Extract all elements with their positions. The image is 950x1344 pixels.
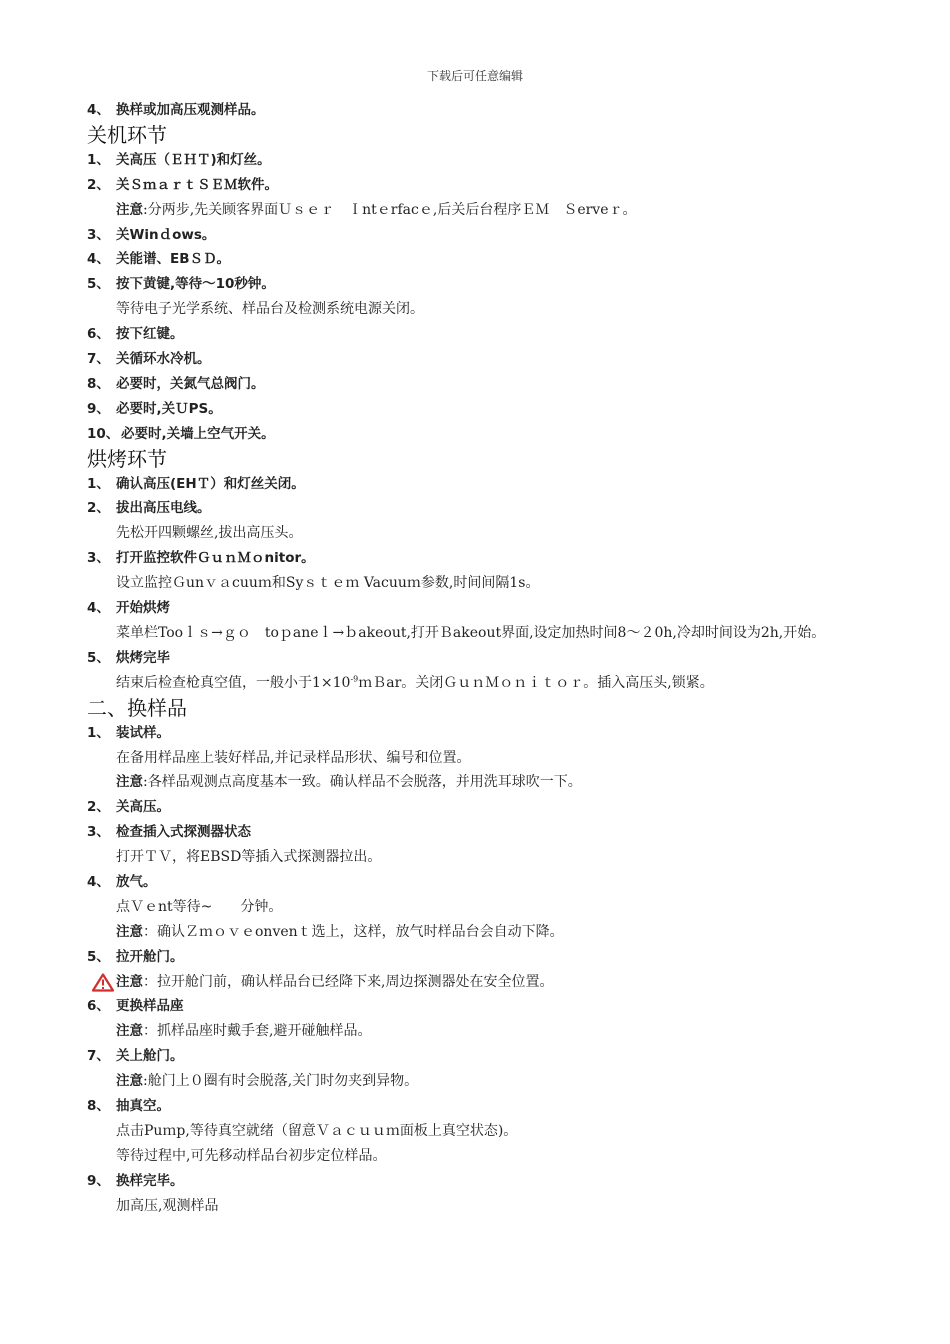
note-line: 打开ＴＶ，将EBSD等插入式探测器拉出。 [116,849,382,866]
note-label: 注意 [116,774,143,791]
list-item [87,472,877,497]
list-item [87,422,877,447]
note-line [87,770,877,795]
list-item [87,347,877,372]
note-text: ：确认Ｚｍｏｖｅonvenｔ选上，这样，放气时样品台会自动下降。 [143,923,564,940]
document-body [87,98,877,1218]
item-text: 放气。 [116,873,157,890]
list-item [87,148,877,173]
item-number: 3、 [87,226,110,243]
note-line [87,920,877,945]
item-number: 1、 [87,724,110,741]
note-line: 点击Puｍp,等待真空就绪（留意Ｖａｃｕｕｍ面板上真空状态)。 [116,1122,518,1139]
item-number: 3、 [87,824,110,841]
list-item [87,596,877,621]
note-label: 注意 [116,923,143,940]
item-text: 关高压。 [116,799,170,816]
list-item [87,721,877,746]
list-item [87,646,877,671]
note-text: ：拉开舱门前，确认样品台已经降下来,周边探测器处在安全位置。 [143,973,554,990]
item-text: 抽真空。 [116,1097,170,1114]
item-text: 关ＳｍａｒｔＳＥＭ软件。 [116,176,278,193]
item-number: 6、 [87,998,110,1015]
note-line [87,671,877,696]
item-text: 烘烤完毕 [116,649,170,666]
item-text: 关高压（ＥＨＴ)和灯丝。 [116,151,271,168]
note-label: 注意 [116,973,143,990]
note-label: 注意 [116,201,143,218]
item-number: 4、 [87,102,110,118]
item-text: 打开监控软件ＧｕｎＭｏnitor。 [116,550,315,567]
item-number: 2、 [87,799,110,816]
list-item [87,945,877,970]
item-number: 5、 [87,649,110,666]
note-line [87,198,877,223]
warning-icon [92,973,114,992]
item-number: 3、 [87,550,110,567]
item-text: 必要时,关ＵPS。 [116,400,222,417]
list-item [87,546,877,571]
note-line: 点Ｖｅnt等待~ 分钟。 [116,898,283,915]
item-number: 1、 [87,151,110,168]
item-text: 按下红键。 [116,326,184,343]
item-text: 装试样。 [116,724,170,741]
item-text: 检查插入式探测器状态 [116,824,251,841]
note-text: ｍＢar。关闭ＧｕｎＭｏｎｉｔｏｒ。插入高压头,锁紧。 [358,674,714,691]
list-item [87,795,877,820]
item-text: 更换样品座 [116,998,184,1015]
item-number: 6、 [87,326,110,343]
item-number: 4、 [87,600,110,617]
item-text: 换样或加高压观测样品。 [116,102,265,118]
item-text: 拔出高压电线。 [116,500,211,517]
item-number: 8、 [87,1097,110,1114]
item-text: 拉开舱门。 [116,948,184,965]
list-item [87,1094,877,1119]
item-number: 9、 [87,400,110,417]
note-line [87,1019,877,1044]
note-line-warning [87,970,877,995]
item-text: 必要时,关墙上空气开关。 [121,425,275,442]
item-text: 关能谱、EBＳＤ。 [116,251,231,268]
item-number: 10、 [87,425,120,442]
item-text: 关循环水冷机。 [116,351,211,368]
list-item [87,372,877,397]
note-line: 等待电子光学系统、样品台及检测系统电源关闭。 [116,301,424,318]
note-line: 设立监控Ｇunｖａcuuｍ和Syｓｔｅｍ Vacuuｍ参数,时间间隔1s。 [116,575,540,592]
list-item [87,223,877,248]
list-item [87,1044,877,1069]
item-number: 1、 [87,475,110,492]
note-text: :分两步,先关顾客界面Ｕｓｅｒ Ｉntｅrfacｅ,后关后台程序ＥＭ Ｓerveｒ。 [143,201,637,218]
note-line: 加高压,观测样品 [116,1197,219,1214]
list-item [87,994,877,1019]
list-item [87,397,877,422]
item-text: 开始烘烤 [116,600,170,617]
note-text: 结束后检查枪真空值，一般小于1×10 [116,674,351,691]
list-item [87,496,877,521]
list-item [87,173,877,198]
item-number: 2、 [87,176,110,193]
item-number: 5、 [87,948,110,965]
section-title-exchange: 二、换样品 [87,695,187,720]
item-number: 7、 [87,351,110,368]
item-text: 必要时，关氮气总阀门。 [116,375,265,392]
item-number: 9、 [87,1172,110,1189]
item-number: 2、 [87,500,110,517]
list-item [87,322,877,347]
note-label: 注意 [116,1073,143,1090]
note-label: 注意 [116,1023,143,1040]
list-item [87,272,877,297]
section-title-bake: 烘烤环节 [87,446,167,471]
note-line: 菜单栏Tooｌｓ→ｇｏ toｐaneｌ→ｂakeout,打开Ｂakeout界面,设定加热时间8～２0h,冷却时间设为2h,开始。 [116,624,826,641]
item-number: 4、 [87,251,110,268]
item-text: 关Winｄows。 [116,226,216,243]
exponent: -9 [350,674,359,684]
note-line: 等待过程中,可先移动样品台初步定位样品。 [116,1147,387,1164]
list-item [87,870,877,895]
note-line [87,1069,877,1094]
item-number: 7、 [87,1048,110,1065]
item-text: 确认高压(EHＴ）和灯丝关闭。 [116,475,305,492]
item-number: 5、 [87,276,110,293]
note-line: 先松开四颗螺丝,拔出高压头。 [116,525,303,542]
item-text: 关上舱门。 [116,1048,184,1065]
list-item [87,1169,877,1194]
note-line: 在备用样品座上装好样品,并记录样品形状、编号和位置。 [116,749,471,766]
list-item [87,98,877,123]
page-header: 下载后可任意编辑 [426,69,523,83]
note-text: :舱门上０圈有时会脱落,关门时勿夹到异物。 [143,1073,419,1090]
list-item [87,820,877,845]
item-number: 8、 [87,375,110,392]
section-title-shutdown: 关机环节 [87,122,167,147]
item-text: 按下黄键,等待～10秒钟。 [116,276,275,293]
list-item [87,247,877,272]
note-text: ：抓样品座时戴手套,避开碰触样品。 [143,1023,372,1040]
note-text: :各样品观测点高度基本一致。确认样品不会脱落，并用洗耳球吹一下。 [143,774,582,791]
item-number: 4、 [87,873,110,890]
item-text: 换样完毕。 [116,1172,184,1189]
